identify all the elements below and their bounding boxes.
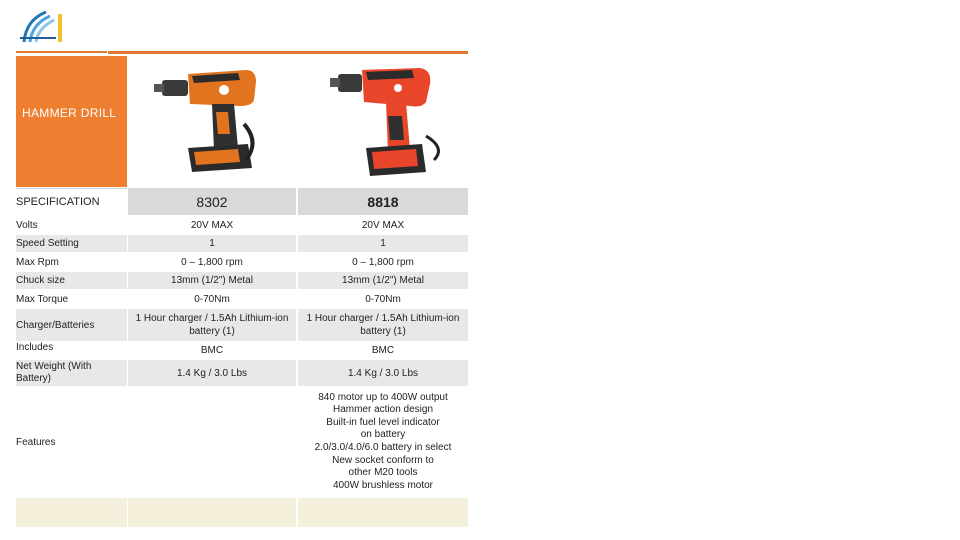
row-label-speed-setting: Speed Setting: [16, 235, 127, 252]
row-value-includes-8302: BMC: [200, 345, 224, 356]
footer-cell-label: [16, 498, 127, 527]
row-value-charger-8818: 1 Hour charger / 1.5Ah Lithium-ion battery (1): [298, 309, 468, 341]
drill-8302-image: [128, 56, 296, 187]
row-label-charger: Charger/Batteries: [16, 309, 127, 341]
row-value-includes-8818: BMC: [371, 345, 395, 356]
row-value-volts-8302: 20V MAX: [190, 220, 234, 231]
row-value-speed-8818: 1: [298, 235, 468, 252]
row-value-rpm-8302: 0 – 1,800 rpm: [181, 256, 243, 268]
row-value-features-8302: [128, 388, 296, 496]
drill-8818-image: [298, 56, 466, 187]
row-label-chuck-size: Chuck size: [16, 272, 127, 289]
row-value-chuck-8818: 13mm (1/2") Metal: [298, 272, 468, 289]
row-value-rpm-8818: 0 – 1,800 rpm: [352, 256, 414, 268]
row-value-torque-8302: 0-70Nm: [194, 293, 230, 305]
feature-line: 840 motor up to 400W output: [318, 391, 448, 403]
row-label-features: Features: [16, 436, 56, 448]
feature-line: 2.0/3.0/4.0/6.0 battery in select: [314, 442, 452, 453]
footer-cell-8818: [298, 498, 468, 527]
company-logo: [16, 8, 64, 46]
header-rule-right: [108, 51, 468, 54]
feature-line: New socket conform to other M20 tools: [332, 454, 434, 479]
row-value-torque-8818: 0-70Nm: [365, 293, 401, 305]
row-label-includes: Includes: [16, 342, 54, 353]
row-value-weight-8302: 1.4 Kg / 3.0 Lbs: [128, 360, 296, 386]
row-value-weight-8818: 1.4 Kg / 3.0 Lbs: [298, 360, 468, 386]
row-label-max-rpm: Max Rpm: [16, 256, 59, 268]
header-rule-left: [16, 51, 107, 53]
footer-cell-8302: [128, 498, 296, 527]
row-label-max-torque: Max Torque: [16, 293, 69, 305]
hero-panel: [16, 56, 127, 187]
row-label-net-weight: Net Weight (With Battery): [16, 360, 127, 386]
row-value-volts-8818: 20V MAX: [361, 220, 405, 231]
spec-header-label: SPECIFICATION: [16, 188, 127, 215]
feature-line: Built-in fuel level indicator on battery: [326, 416, 440, 441]
row-value-charger-8302: 1 Hour charger / 1.5Ah Lithium-ion battery (1): [128, 309, 296, 341]
model-8302: 8302: [128, 188, 296, 215]
row-label-volts: Volts: [16, 220, 38, 231]
row-value-features-8818: [298, 388, 468, 496]
feature-line: Hammer action design: [332, 404, 434, 416]
feature-line: 400W brushless motor: [332, 479, 434, 491]
model-8818: 8818: [298, 188, 468, 215]
row-value-chuck-8302: 13mm (1/2") Metal: [128, 272, 296, 289]
hero-title: HAMMER DRILL: [22, 106, 117, 120]
row-value-speed-8302: 1: [128, 235, 296, 252]
